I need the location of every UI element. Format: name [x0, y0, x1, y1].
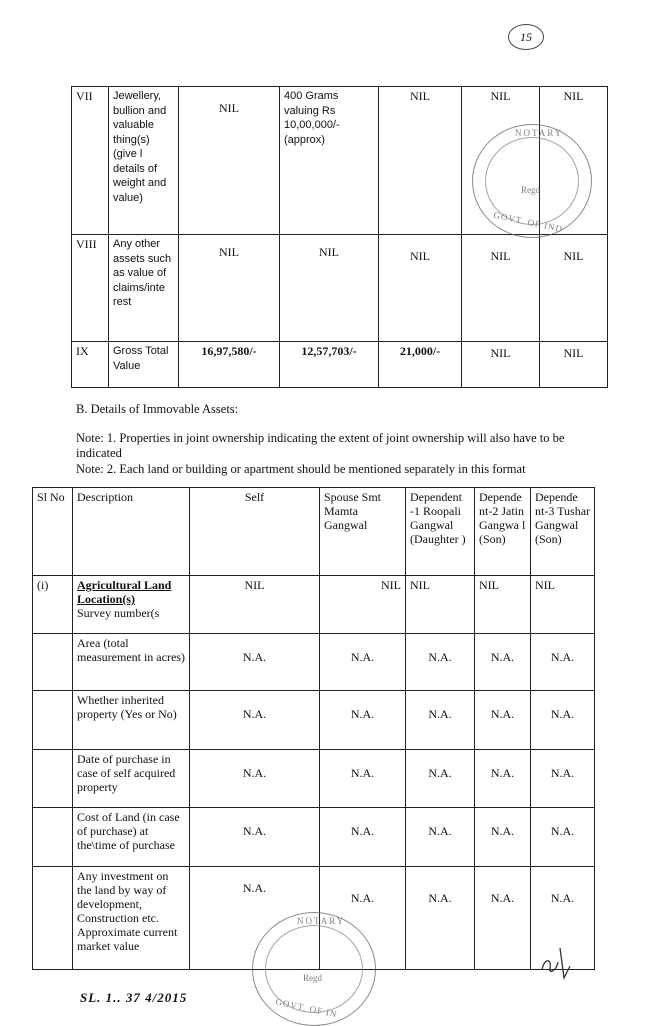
dependent-1-value: NIL: [406, 576, 475, 634]
self-value: N.A.: [190, 867, 320, 970]
row-description: Cost of Land (in case of purchase) at the\time of purchase: [73, 808, 190, 867]
table-row: [33, 576, 595, 634]
spouse-value: N.A.: [320, 867, 406, 970]
spouse-value: N.A.: [320, 750, 406, 808]
header-description: Description: [73, 488, 190, 576]
notary-stamp-seal: [472, 124, 592, 238]
table-row: [33, 691, 595, 750]
stamp-text-top: NOTARY: [297, 916, 346, 926]
spouse-value: N.A.: [320, 808, 406, 867]
header-spouse: Spouse Smt Mamta Gangwal: [320, 488, 406, 576]
page-number: 15: [508, 24, 544, 50]
dependent-2-value: NIL: [462, 87, 540, 235]
table-row: [33, 634, 595, 691]
dependent-2-value: N.A.: [475, 691, 531, 750]
dependent-3-value: N.A.: [531, 691, 595, 750]
row-subtitle: Survey number(s: [77, 606, 160, 620]
dependent-3-value: NIL: [540, 87, 608, 235]
stamp-text-middle: Regd: [521, 185, 540, 195]
footer-serial: SL. 1.. 37 4/2015: [80, 990, 188, 1005]
self-value: N.A.: [190, 750, 320, 808]
table-row: [72, 235, 608, 342]
header-dependent-2: Depende nt-2 Jatin Gangwa l (Son): [475, 488, 531, 576]
spouse-value: 12,57,703/-: [280, 342, 379, 388]
section-heading: B. Details of Immovable Assets:: [76, 402, 239, 416]
asset-description: Any other assets such as value of claims/inte rest: [109, 235, 179, 342]
spouse-value: NIL: [280, 235, 379, 342]
self-value: N.A.: [190, 634, 320, 691]
table-row: [33, 750, 595, 808]
header-self: Self: [190, 488, 320, 576]
dependent-1-value: NIL: [379, 87, 462, 235]
dependent-2-value: N.A.: [475, 750, 531, 808]
dependent-3-value: NIL: [531, 576, 595, 634]
asset-description: Gross Total Value: [109, 342, 179, 388]
dependent-3-value: N.A.: [531, 750, 595, 808]
row-title: Agricultural Land Location(s): [77, 578, 172, 606]
dependent-1-value: N.A.: [406, 691, 475, 750]
dependent-1-value: 21,000/-: [379, 342, 462, 388]
immovable-assets-table: [32, 487, 595, 970]
dependent-2-value: NIL: [462, 342, 540, 388]
spouse-value: NIL: [320, 576, 406, 634]
dependent-3-value: NIL: [540, 342, 608, 388]
dependent-2-value: N.A.: [475, 634, 531, 691]
header-dependent-3: Depende nt-3 Tushar Gangwal (Son): [531, 488, 595, 576]
note-1: Note: 1. Properties in joint ownership indicating the extent of joint ownership will also have to be indicated: [76, 431, 565, 460]
dependent-1-value: N.A.: [406, 867, 475, 970]
self-value: N.A.: [190, 691, 320, 750]
row-description: Area (total measurement in acres): [73, 634, 190, 691]
notary-stamp-seal: [252, 912, 376, 1026]
dependent-1-value: N.A.: [406, 634, 475, 691]
dependent-3-value: N.A.: [531, 867, 595, 970]
spouse-value: N.A.: [320, 691, 406, 750]
table-row: [72, 342, 608, 388]
row-description: [73, 576, 190, 634]
dependent-1-value: NIL: [379, 235, 462, 342]
header-dependent-1: Dependent -1 Roopali Gangwal (Daughter ): [406, 488, 475, 576]
stamp-text-middle: Regd: [303, 973, 322, 983]
self-value: N.A.: [190, 808, 320, 867]
dependent-3-value: N.A.: [531, 634, 595, 691]
stamp-text-bottom: GOVT. OF IND: [492, 209, 564, 235]
self-value: 16,97,580/-: [179, 342, 280, 388]
spouse-value: 400 Grams valuing Rs 10,00,000/- (approx): [280, 87, 379, 235]
note-2: Note: 2. Each land or building or apartment should be mentioned separately in this format: [76, 462, 526, 476]
spouse-value: N.A.: [320, 634, 406, 691]
stamp-text-top: NOTARY: [515, 128, 564, 138]
header-sl-no: Sl No: [33, 488, 73, 576]
row-description: Whether inherited property (Yes or No): [73, 691, 190, 750]
asset-description: Jewellery, bullion and valuable thing(s) (give l details of weight and value): [109, 87, 179, 235]
row-number: IX: [72, 342, 109, 388]
dependent-2-value: N.A.: [475, 808, 531, 867]
dependent-2-value: NIL: [462, 235, 540, 342]
initials-signature: [538, 944, 574, 984]
row-number: VII: [72, 87, 109, 235]
dependent-2-value: N.A.: [475, 867, 531, 970]
dependent-3-value: N.A.: [531, 808, 595, 867]
row-description: Any investment on the land by way of development, Construction etc. Approximate current market value: [73, 867, 190, 970]
row-number: (i): [33, 576, 73, 634]
stamp-text-bottom: GOVT. OF IN: [274, 996, 339, 1020]
self-value: NIL: [179, 87, 280, 235]
self-value: NIL: [190, 576, 320, 634]
dependent-3-value: NIL: [540, 235, 608, 342]
row-number: VIII: [72, 235, 109, 342]
dependent-2-value: NIL: [475, 576, 531, 634]
table-row: [33, 808, 595, 867]
self-value: NIL: [179, 235, 280, 342]
dependent-1-value: N.A.: [406, 750, 475, 808]
row-description: Date of purchase in case of self acquired property: [73, 750, 190, 808]
table-header-row: [33, 488, 595, 576]
dependent-1-value: N.A.: [406, 808, 475, 867]
